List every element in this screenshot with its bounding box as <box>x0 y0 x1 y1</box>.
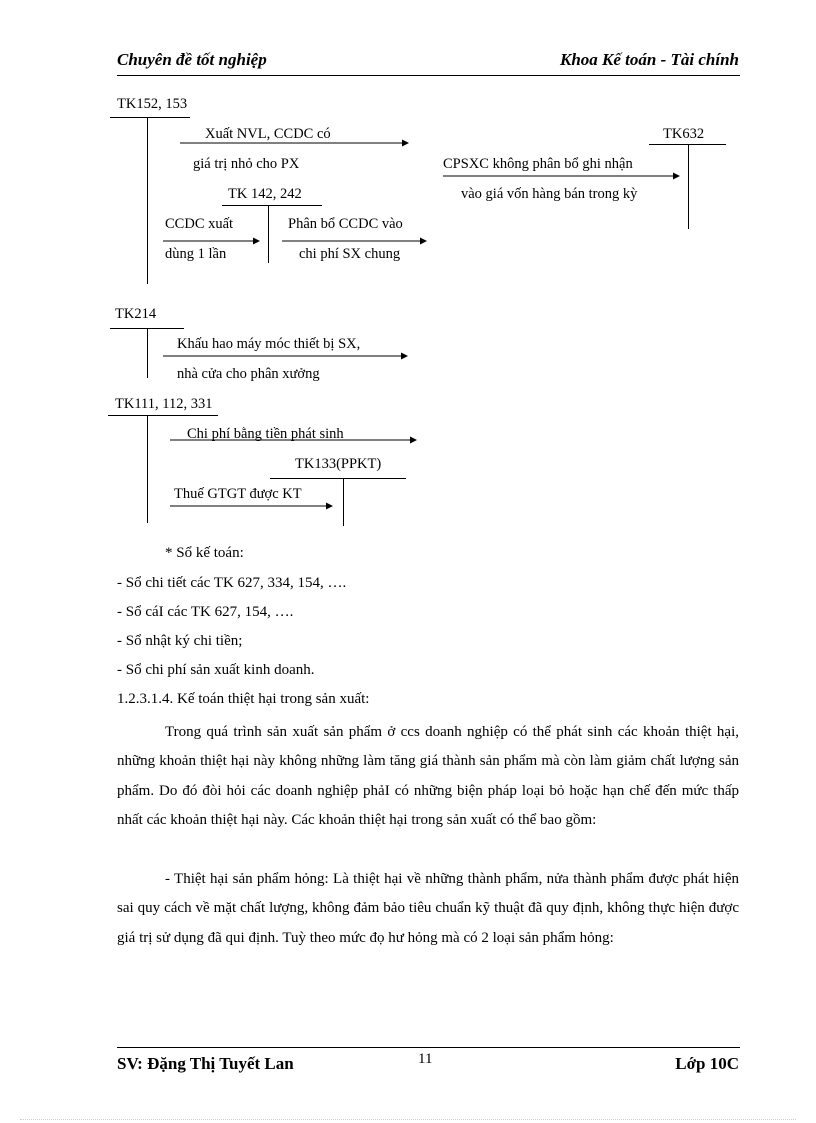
tk142-vertical-line <box>268 205 269 263</box>
tk133-title: TK133(PPKT) <box>295 456 382 472</box>
footer-class: Lớp 10C <box>675 1054 739 1073</box>
footer-rule <box>117 1047 740 1048</box>
chi-phi-tien-arrow <box>170 435 420 445</box>
header-left: Chuyên đề tốt nghiệp <box>117 50 267 69</box>
tk142-title: TK 142, 242 <box>228 186 302 202</box>
tk111-vertical-line <box>147 415 148 523</box>
phan-bo-label-1: Phân bổ CCDC vào <box>288 216 403 232</box>
khau-hao-label-2: nhà cửa cho phân xưởng <box>177 366 320 382</box>
cpsxc-label-1: CPSXC không phân bổ ghi nhận <box>443 156 633 172</box>
cpsxc-label-2: vào giá vốn hàng bán trong kỳ <box>461 186 638 202</box>
thue-gtgt-arrow <box>170 501 336 511</box>
khau-hao-arrow <box>163 351 411 361</box>
xuat-nvl-label-1: Xuất NVL, CCDC có <box>205 126 331 142</box>
footer-student: SV: Đặng Thị Tuyết Lan <box>117 1054 294 1073</box>
ccdc-xuat-label-1: CCDC xuất <box>165 216 234 232</box>
list-item: - Sổ chi tiết các TK 627, 334, 154, …. <box>117 575 347 591</box>
tk142-top-line <box>222 205 322 206</box>
tk632-title: TK632 <box>663 126 705 142</box>
phan-bo-arrow <box>282 236 430 246</box>
footer-page-number: 11 <box>418 1051 433 1067</box>
tk133-top-line <box>270 478 406 479</box>
tk111-title: TK111, 112, 331 <box>115 396 213 412</box>
tk152-top-line <box>110 117 190 118</box>
list-item: - Sổ chi phí sản xuất kinh doanh. <box>117 662 315 678</box>
tk214-title: TK214 <box>115 306 157 322</box>
tk111-top-line <box>108 415 218 416</box>
tk152-title: TK152, 153 <box>117 96 188 112</box>
page-bottom-border <box>20 1119 796 1120</box>
header-rule <box>117 75 740 76</box>
ccdc-xuat-arrow <box>163 236 263 246</box>
tk632-vertical-line <box>688 144 689 229</box>
tk133-vertical-line <box>343 478 344 526</box>
khau-hao-label-1: Khấu hao máy móc thiết bị SX, <box>177 336 361 352</box>
section-heading: 1.2.3.1.4. Kế toán thiệt hại trong sản xuất: <box>117 691 370 707</box>
tk152-vertical-line <box>147 117 148 284</box>
header-right: Khoa Kế toán - Tài chính <box>559 50 739 69</box>
list-item: - Sổ nhật ký chi tiền; <box>117 633 243 649</box>
cpsxc-arrow <box>443 171 683 181</box>
thue-gtgt-label: Thuế GTGT được KT <box>174 486 302 502</box>
paragraph-damages-intro: Trong quá trình sản xuất sản phẩm ở ccs doanh nghiệp có thể phát sinh các khoản thiệt hại, những khoản thiệt hại này không những làm tăng giá thành sản phẩm mà còn làm giảm chất lượng sản phẩm. Do đó đòi hỏi các doanh nghiệp phảI có những biện pháp loại bỏ hoặc hạn chế đến mức thấp nhất các khoản thiệt hại này. Các khoản thiệt hại trong sản xuất có thể bao gồm: <box>117 724 739 829</box>
paragraph-defective-products: - Thiệt hại sản phẩm hỏng: Là thiệt hại về những thành phẩm, nửa thành phẩm được phát hiện sai quy cách về mặt chất lượng, không đảm bảo tiêu chuẩn kỹ thuật đã quy định, không thực hiện được giá trị sử dụng đã qui định. Tuỳ theo mức đọ hư hỏng mà có 2 loại sản phẩm hỏng: <box>117 871 739 946</box>
phan-bo-label-2: chi phí SX chung <box>299 246 401 262</box>
ccdc-xuat-label-2: dùng 1 lần <box>165 246 227 262</box>
chi-phi-tien-label: Chi phí bằng tiền phát sinh <box>187 426 344 442</box>
tk214-vertical-line <box>147 328 148 378</box>
list-item: - Sổ cáI các TK 627, 154, …. <box>117 604 294 620</box>
so-ke-toan-heading: * Sổ kế toán: <box>165 545 244 561</box>
xuat-nvl-arrow <box>180 138 410 148</box>
xuat-nvl-label-2: giá trị nhỏ cho PX <box>193 156 300 172</box>
